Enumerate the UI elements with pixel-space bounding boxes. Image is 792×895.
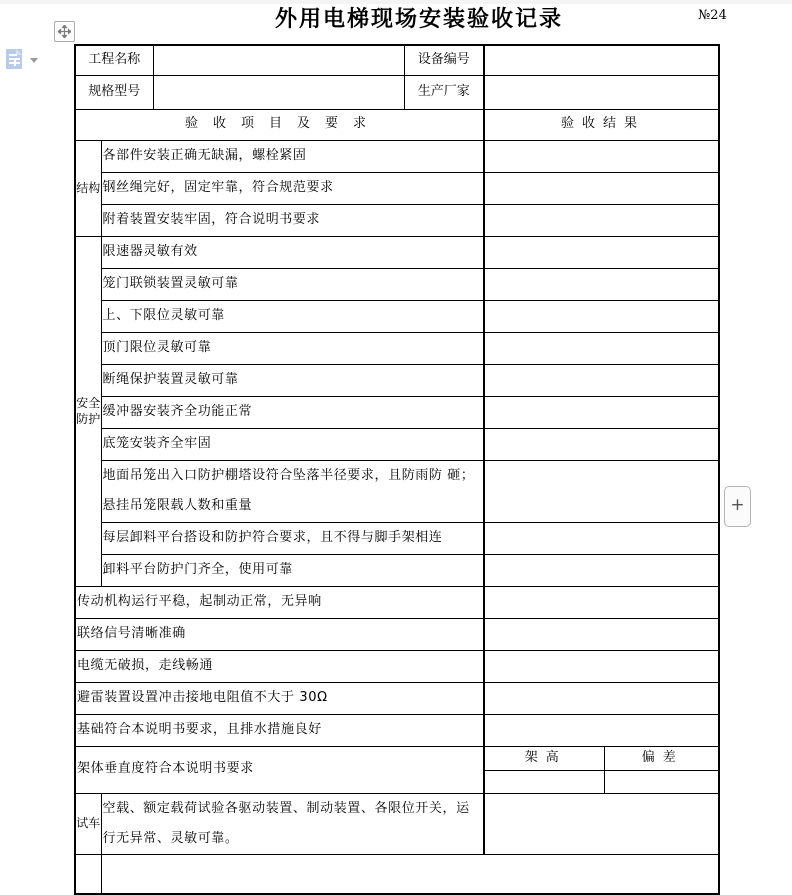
bottom-row [75, 854, 719, 894]
result-cell[interactable] [484, 460, 719, 522]
safety-row [75, 236, 719, 268]
item-text-cell: 缓冲器安装齐全功能正常 [101, 396, 484, 428]
items-column-header: 验收项目及要求 [75, 109, 484, 140]
result-cell[interactable] [484, 714, 719, 746]
item-text-cell: 断绳保护装置灵敏可靠 [101, 364, 484, 396]
spec-model-label: 规格型号 [75, 75, 153, 109]
manufacturer-label: 生产厂家 [404, 75, 484, 109]
safety-row [75, 268, 719, 300]
table-move-handle[interactable] [54, 21, 75, 42]
safety-row [75, 300, 719, 332]
project-name-value[interactable] [153, 45, 404, 75]
safety-row [75, 396, 719, 428]
item-text-cell: 地面吊笼出入口防护棚塔设符合坠落半径要求，且防雨防 砸；悬挂吊笼限载人数和重量 [101, 460, 484, 522]
result-cell[interactable] [484, 396, 719, 428]
general-row [75, 650, 719, 682]
structure-row [75, 140, 719, 172]
general-row [75, 586, 719, 618]
deviation-header: 偏差 [604, 746, 719, 770]
item-text-cell: 顶门限位灵敏可靠 [101, 332, 484, 364]
safety-row [75, 522, 719, 554]
result-cell[interactable] [484, 140, 719, 172]
result-cell[interactable] [484, 682, 719, 714]
item-text-cell: 传动机构运行平稳，起制动正常，无异响 [75, 586, 484, 618]
result-column-header: 验收结果 [484, 109, 719, 140]
result-cell[interactable] [484, 650, 719, 682]
item-text-cell: 各部件安装正确无缺漏，螺栓紧固 [101, 140, 484, 172]
info-row-1 [75, 45, 719, 75]
safety-row [75, 428, 719, 460]
structure-section-label: 结构 [75, 140, 101, 236]
frame-height-value[interactable] [484, 770, 604, 793]
device-no-label: 设备编号 [404, 45, 484, 75]
bottom-content-cell[interactable] [101, 854, 719, 894]
result-cell[interactable] [484, 554, 719, 586]
result-cell[interactable] [484, 793, 719, 854]
project-name-label: 工程名称 [75, 45, 153, 75]
bottom-label-cell[interactable] [75, 854, 101, 894]
result-cell[interactable] [484, 522, 719, 554]
column-header-row [75, 109, 719, 140]
result-cell[interactable] [484, 300, 719, 332]
safety-row [75, 554, 719, 586]
item-text-cell: 笼门联锁装置灵敏可靠 [101, 268, 484, 300]
item-text-cell: 上、下限位灵敏可靠 [101, 300, 484, 332]
general-row [75, 682, 719, 714]
result-cell[interactable] [484, 236, 719, 268]
item-text-cell: 限速器灵敏有效 [101, 236, 484, 268]
safety-row [75, 460, 719, 522]
caret-down-icon [30, 58, 38, 63]
item-text-cell: 附着装置安装牢固，符合说明书要求 [101, 204, 484, 236]
paste-options-button[interactable] [5, 47, 47, 71]
structure-row [75, 172, 719, 204]
item-text-cell: 每层卸料平台搭设和防护符合要求，且不得与脚手架相连 [101, 522, 484, 554]
item-text-cell: 电缆无破损，走线畅通 [75, 650, 484, 682]
paste-icon [5, 48, 26, 70]
add-button[interactable]: + [724, 486, 751, 527]
spec-model-value[interactable] [153, 75, 404, 109]
item-text-cell: 基础符合本说明书要求，且排水措施良好 [75, 714, 484, 746]
manufacturer-value[interactable] [484, 75, 719, 109]
device-no-value[interactable] [484, 45, 719, 75]
safety-row [75, 332, 719, 364]
structure-row [75, 204, 719, 236]
result-cell[interactable] [484, 172, 719, 204]
item-text-cell: 底笼安装齐全牢固 [101, 428, 484, 460]
safety-row [75, 364, 719, 396]
frame-height-header: 架高 [484, 746, 604, 770]
item-text-cell: 空载、额定载荷试验各驱动装置、制动装置、各限位开关，运行无异常、灵敏可靠。 [101, 793, 484, 854]
result-cell[interactable] [484, 428, 719, 460]
verticality-row [75, 746, 719, 770]
result-cell[interactable] [484, 204, 719, 236]
general-row [75, 618, 719, 650]
result-cell[interactable] [484, 332, 719, 364]
result-cell[interactable] [484, 586, 719, 618]
result-cell[interactable] [484, 618, 719, 650]
item-text-cell: 卸料平台防护门齐全，使用可靠 [101, 554, 484, 586]
result-cell[interactable] [484, 268, 719, 300]
test-run-section-label: 试车 [75, 793, 101, 854]
test-run-row [75, 793, 719, 854]
general-row [75, 714, 719, 746]
item-text-cell: 架体垂直度符合本说明书要求 [75, 746, 484, 793]
item-text-cell: 避雷装置设置冲击接地电阻值不大于 30Ω [75, 682, 484, 714]
page-title: 外用电梯现场安装验收记录 [274, 7, 563, 32]
item-text-cell: 钢丝绳完好，固定牢靠，符合规范要求 [101, 172, 484, 204]
deviation-value[interactable] [604, 770, 719, 793]
move-cross-icon [58, 25, 71, 38]
result-cell[interactable] [484, 364, 719, 396]
doc-number: №24 [698, 8, 727, 23]
safety-section-label: 安全防护 [75, 236, 101, 586]
acceptance-form-table [74, 44, 720, 895]
item-text-cell: 联络信号清晰准确 [75, 618, 484, 650]
info-row-2 [75, 75, 719, 109]
